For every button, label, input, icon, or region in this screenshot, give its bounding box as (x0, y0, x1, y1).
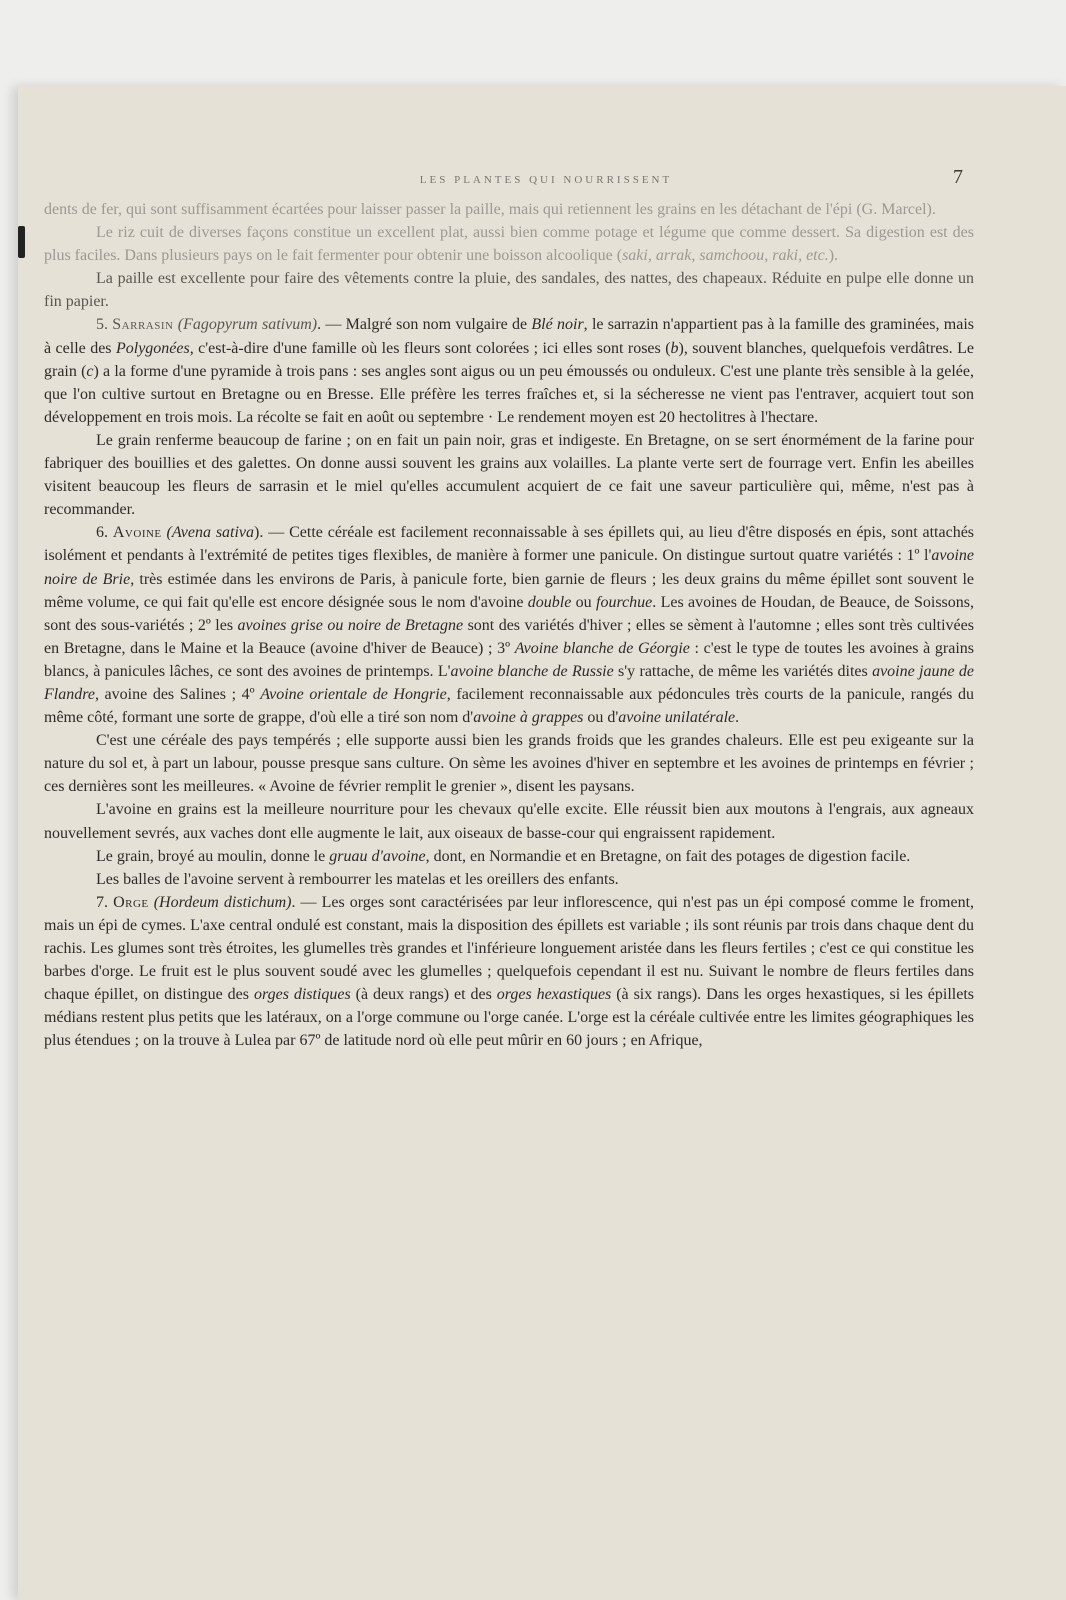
section-number: 7. (96, 893, 108, 911)
paragraph-avoine-balles: Les balles de l'avoine servent à rembourrer les matelas et les oreillers des enfants. (96, 870, 619, 888)
paragraph-avoine-climat: C'est une céréale des pays tempérés ; elle supporte aussi bien les grands froids que les grandes chaleurs. Elle est peu exigeante sur la nature du sol et, à part un labour, pousse presque sans culture. On sème les avoines d'hiver en septembre et les avoines de printemps en février ; ces dernières sont les meilleures. « Avoine de février remplit le grenier », disent les paysans. (44, 732, 974, 796)
paragraph-sarrasin (44, 313, 974, 428)
italic-text: avoine unilatérale (618, 709, 736, 727)
text: , avoine des Salines ; 4º (94, 685, 261, 703)
text: sont des variétés d'hiver ; elles se sèment à l'automne ; elles sont très cultivées en Bretagne, dans le Maine et la Beauce (avoine d'hiver de Beauce) ; 3º (44, 616, 974, 657)
italic-text: orges distiques (253, 986, 351, 1004)
italic-text: b (670, 339, 679, 357)
latin-name: (Fagopyrum sativum) (177, 316, 318, 334)
latin-name: (Avena sativa (166, 524, 255, 542)
text: . Les avoines de Houdan, de Beauce, de Soissons, sont des sous-variétés ; 2º les (44, 593, 975, 634)
binding-mark (18, 226, 25, 258)
paragraph-riz-plat (44, 221, 974, 267)
text: s'y rattache, de même les variétés dites (613, 662, 873, 680)
text: ou d' (583, 709, 619, 727)
section-number: 5. (96, 316, 108, 334)
paragraph-orge (44, 891, 974, 1053)
italic-text: Polygonées (115, 339, 190, 357)
italic-text: Avoine orientale de Hongrie (260, 685, 447, 703)
running-title: LES PLANTES QUI NOURRISSENT (419, 174, 673, 186)
italic-text: avoines grise ou noire de Bretagne (237, 616, 464, 634)
paragraph-avoine-nourriture: L'avoine en grains est la meilleure nourriture pour les chevaux qu'elle excite. Elle réussit bien aux moutons à l'engrais, aux agneaux nouvellement sevrés, aux vaches dont elle augmente le lait, aux oiseaux de basse-cour qui engraissent rapidement. (44, 801, 974, 842)
text: . — Malgré son nom vulgaire de (317, 316, 532, 334)
paragraph-sarrasin-grain: Le grain renferme beaucoup de farine ; on en fait un pain noir, gras et indigeste. En Bretagne, on se sert énormément de la farine pour fabriquer des bouillies et des galettes. On donne aussi souvent les grains aux volailles. La plante verte sert de fourrage vert. Enfin les abeilles visitent beaucoup les fleurs de sarrasin et le miel qu'elles accumulent acquiert de ce fait une saveur particulière qui, même, n'est pas à recommander. (44, 431, 974, 519)
italic-text: gruau d'avoine (329, 847, 426, 865)
body-text (44, 198, 974, 1052)
italic-text: avoine noire de Brie (44, 547, 974, 588)
paragraph-avoine-gruau (44, 845, 974, 868)
latin-name: (Hordeum distichum) (153, 893, 292, 911)
text: , le sarrazin n'appartient pas à la famille des graminées, mais à celle des (44, 316, 974, 357)
text: (à six rangs). Dans les orges hexastiques, si les épillets médians restent plus petits que les latéraux, on a l'orge commune ou l'orge canée. L'orge est la céréale cultivée entre les limites géographiques les plus étendues ; on la trouve à Lulea par 67º de latitude nord où elle peut mûrir en 60 jours ; en Afrique, (44, 986, 975, 1050)
italic-text: fourchue (596, 593, 653, 611)
paragraph-riz-paille: La paille est excellente pour faire des vêtements contre la pluie, des sandales, des nattes, des chapeaux. Réduite en pulpe elle donne un fin papier. (44, 270, 974, 311)
italic-text: Avoine blanche de Géorgie (514, 639, 690, 657)
section-heading: Orge (113, 893, 149, 911)
text: (à deux rangs) et des (350, 986, 497, 1004)
text: , facilement reconnaissable aux pédoncules très courts de la panicule, rangés du même côté, formant une sorte de grappe, d'où elle a tiré son nom d' (44, 685, 975, 727)
text: ). (828, 247, 839, 265)
italic-text: avoine blanche de Russie (450, 662, 614, 680)
section-heading: Avoine (112, 524, 162, 542)
text: ), souvent blanches, quelquefois verdâtres. Le grain ( (44, 339, 975, 380)
italic-text: avoine jaune de Flandre (44, 662, 975, 703)
book-page (18, 86, 1066, 1600)
italic-text: double (527, 593, 572, 611)
text: . — Les orges sont caractérisées par leur inflorescence, qui n'est pas un épi composé comme le froment, mais un épi de cymes. L'axe central ondulé est constant, mais la disposition des épillets est variable ; ils sont réunis par trois dans chaque dent du rachis. Les glumes sont très étroites, les glumelles très grandes et l'inférieure longuement aristée dans les fleurs fertiles ; c'est ce qui constitue les barbes d'orge. Le fruit est le plus souvent soudé avec les glumelles ; quelquefois cependant il est nu. Suivant le nombre de fleurs fertiles dans chaque épillet, on distingue des (44, 893, 975, 1004)
text: , dont, en Normandie et en Bretagne, on fait des potages de digestion facile. (425, 847, 911, 865)
section-heading: Sarrasin (112, 316, 174, 334)
text: ou (571, 593, 596, 611)
text: ). — Cette céréale est facilement reconnaissable à ses épillets qui, au lieu d'être disposés en épis, sont attachés isolément et pendants à l'extrémité de petites tiges flexibles, de manière à former une panicule. On distingue surtout quatre variétés : 1º l' (44, 524, 975, 565)
paragraph-avoine (44, 521, 974, 729)
text: . (735, 709, 740, 727)
text: Le riz cuit de diverses façons constitue un excellent plat, aussi bien comme potage et légume que comme dessert. Sa digestion est des plus faciles. Dans plusieurs pays on le fait fermenter pour obtenir une boisson alcoolique ( (44, 224, 974, 265)
italic-text: Blé noir (531, 316, 584, 334)
text: : c'est le type de toutes les avoines à grains blancs, à panicules lâches, ce sont des avoines de printemps. L' (44, 639, 975, 680)
italic-text: saki, arrak, samchoou, raki, etc. (622, 247, 829, 265)
section-number: 6. (96, 524, 108, 542)
italic-text: orges hexastiques (496, 986, 612, 1004)
italic-text: avoine à grappes (473, 709, 584, 727)
text: , c'est-à-dire d'une famille où les fleurs sont colorées ; ici elles sont roses ( (189, 339, 671, 357)
page-number: 7 (953, 166, 963, 188)
text: Le grain, broyé au moulin, donne le (96, 847, 330, 865)
text: ) a la forme d'une pyramide à trois pans : ses angles sont aigus ou un peu émoussés ou onduleux. C'est une plante très sensible à la gelée, que l'on cultive surtout en Bretagne ou en Bresse. Elle préfère les terres fraîches et, si la sécheresse ne vient pas l'entraver, acquiert tout son développement en trois mois. La récolte se fait en août ou septembre · Le rendement moyen est 20 hectolitres à l'hectare. (44, 362, 975, 426)
italic-text: c (86, 362, 94, 380)
text: , très estimée dans les environs de Paris, à panicule forte, bien garnie de fleurs ; les deux grains du même épillet sont souvent le même volume, ce qui fait qu'elle est encore désignée sous le nom d'avoine (44, 570, 974, 611)
paragraph-riz-battage: dents de fer, qui sont suffisamment écartées pour laisser passer la paille, mais qui retiennent les grains en les détachant de l'épi (G. Marcel). (44, 201, 936, 218)
